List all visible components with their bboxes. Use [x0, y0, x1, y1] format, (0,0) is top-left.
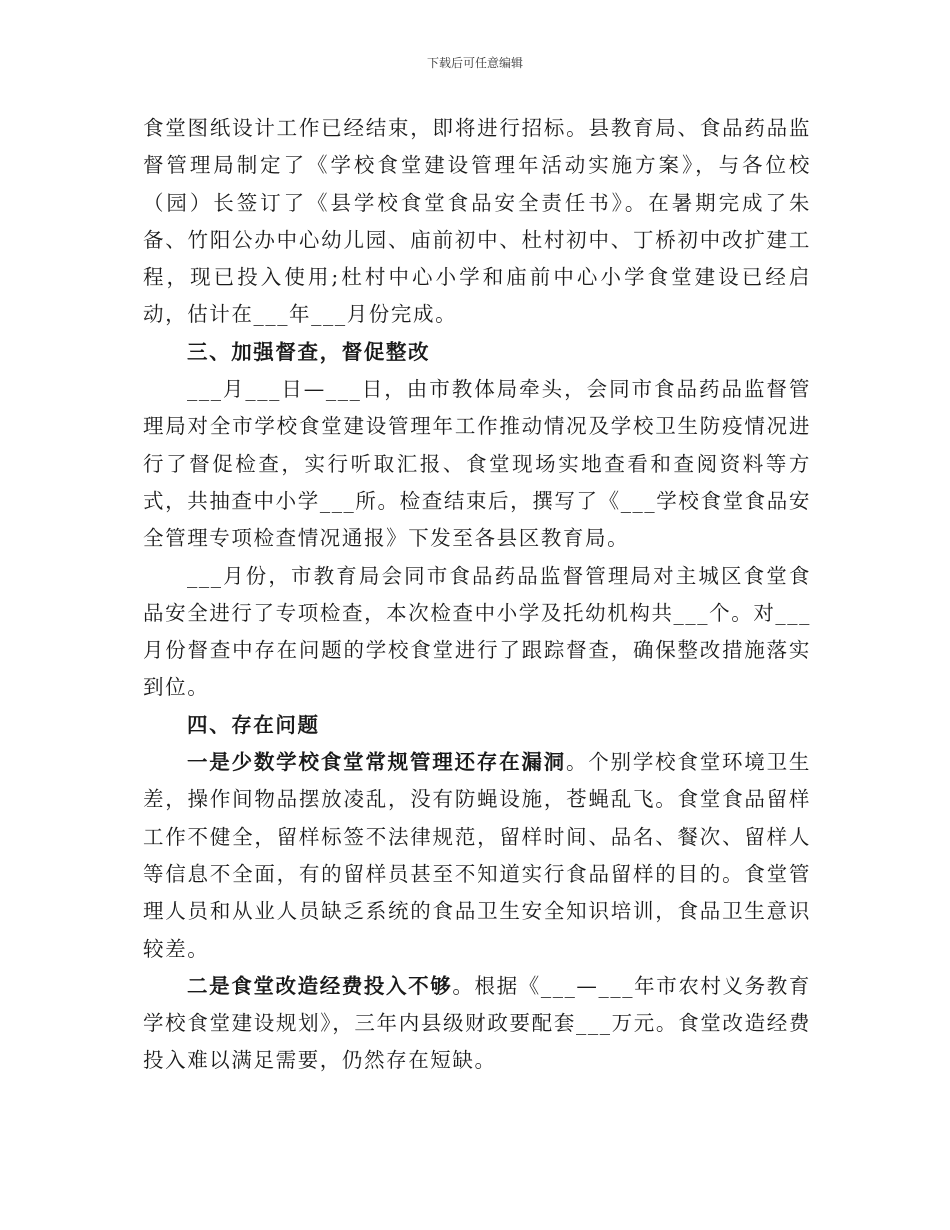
- paragraph-inspection: ___月___日—___日，由市教体局牵头，会同市食品药品监督管理局对全市学校食堂建设管理年工作推动情况及学校卫生防疫情况进行了督促检查，实行听取汇报、食堂现场实地查看和查阅资料等方式，共抽查中小学___所。检查结束后，撰写了《___学校食堂食品安全管理专项检查情况通报》下发至各县区教育局。: [143, 377, 811, 551]
- problem-two-body: 。根据《___—___年市农村义务教育学校食堂建设规划》，三年内县级财政要配套___万元。食堂改造经费投入难以满足需要，仍然存在短缺。: [143, 973, 812, 1073]
- paragraph-problem-one: [143, 744, 811, 968]
- section-heading-supervision: 三、加强督查，督促整改: [187, 339, 431, 364]
- problem-one-lead: 一是少数学校食堂常规管理还存在漏洞: [187, 750, 566, 775]
- problem-one-body: 。个别学校食堂环境卫生差，操作间物品摆放凌乱，没有防蝇设施，苍蝇乱飞。食堂食品留样工作不健全，留样标签不法律规范，留样时间、品名、餐次、留样人等信息不全面，有的留样员甚至不知道实行食品留样的目的。食堂管理人员和从业人员缺乏系统的食品卫生安全知识培训，食品卫生意识较差。: [143, 750, 811, 961]
- document-body: [143, 110, 811, 1080]
- paragraph-problem-two: [143, 968, 811, 1080]
- paragraph-canteen-construction: 食堂图纸设计工作已经结束，即将进行招标。县教育局、食品药品监督管理局制定了《学校食堂建设管理年活动实施方案》，与各位校（园）长签订了《县学校食堂食品安全责任书》。在暑期完成了朱备、竹阳公办中心幼儿园、庙前初中、杜村初中、丁桥初中改扩建工程，现已投入使用;杜村中心小学和庙前中心小学食堂建设已经启动，估计在___年___月份完成。: [143, 116, 811, 327]
- problem-two-lead: 二是食堂改造经费投入不够: [187, 973, 453, 998]
- section-heading-problems: 四、存在问题: [187, 712, 320, 737]
- paragraph-special-inspection: ___月份，市教育局会同市食品药品监督管理局对主城区食堂食品安全进行了专项检查，本次检查中小学及托幼机构共___个。对___月份督查中存在问题的学校食堂进行了跟踪督查，确保整改措施落实到位。: [143, 563, 811, 700]
- page-header: 下载后可任意编辑: [426, 56, 523, 70]
